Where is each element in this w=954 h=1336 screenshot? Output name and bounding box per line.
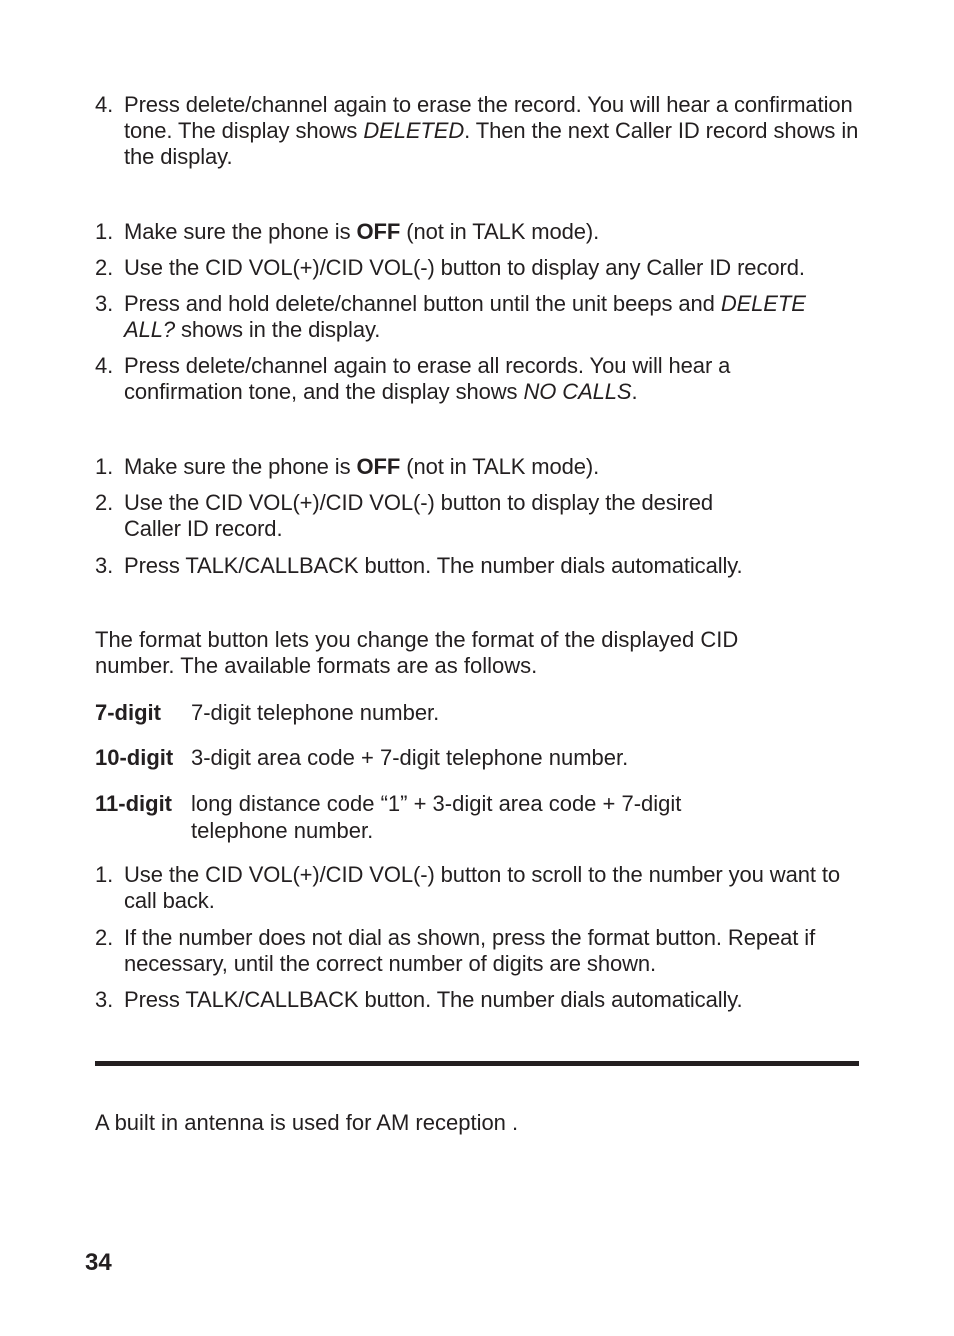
format-term: 7-digit <box>95 700 161 725</box>
step-text <box>124 92 859 170</box>
step-number: 1. <box>95 454 114 479</box>
display-message: DELETED <box>363 118 465 143</box>
bold-term: OFF <box>356 219 401 244</box>
step-text-part: Press and hold delete/channel button until the unit beeps and <box>124 291 721 316</box>
antenna-note: A built in antenna is used for AM reception . <box>95 1110 519 1135</box>
dial-step-1 <box>95 454 865 480</box>
format-row-10-digit <box>95 744 865 771</box>
section-divider <box>95 1061 859 1066</box>
format-term: 10-digit <box>95 745 174 770</box>
format-intro: The format button lets you change the format of the displayed CID number. The available formats are as follows. <box>95 627 739 678</box>
step-text <box>124 454 865 480</box>
format-step-1 <box>95 862 865 914</box>
step-number: 3. <box>95 553 114 578</box>
step-text-part: Press delete/channel again to erase the record. You will hear a confirmation tone. The display shows <box>124 92 853 143</box>
step-number: 4. <box>95 92 114 117</box>
format-term: 11-digit <box>95 791 173 816</box>
page-number: 34 <box>85 1249 112 1276</box>
step-number: 3. <box>95 291 114 316</box>
step-text: Use the CID VOL(+)/CID VOL(-) button to scroll to the number you want to call back. <box>124 862 841 913</box>
step-text-part: . <box>631 379 638 404</box>
step-text: If the number does not dial as shown, press the format button. Repeat if necessary, until the correct number of digits are shown. <box>124 925 816 976</box>
format-step-2 <box>95 925 865 977</box>
step-number: 4. <box>95 353 114 378</box>
erase-all-step-2 <box>95 255 865 281</box>
step-number: 2. <box>95 490 114 515</box>
step-number: 1. <box>95 219 114 244</box>
step-text: Use the CID VOL(+)/CID VOL(-) button to display the desired Caller ID record. <box>124 490 713 541</box>
format-row-7-digit <box>95 699 865 726</box>
display-message: DELETE ALL? <box>124 291 806 342</box>
step-text-part: (not in TALK mode). <box>400 454 600 479</box>
step-number: 2. <box>95 255 114 280</box>
format-description: 3-digit area code + 7-digit telephone number. <box>191 745 629 770</box>
format-description: 7-digit telephone number. <box>191 700 440 725</box>
dial-step-3 <box>95 553 865 579</box>
step-text-part: . Then the next Caller ID record shows in the display. <box>124 118 859 169</box>
erase-all-step-4 <box>95 353 865 405</box>
step-text-part: Make sure the phone is <box>124 454 357 479</box>
step-number: 2. <box>95 925 114 950</box>
format-row-11-digit <box>95 790 865 844</box>
display-message: NO CALLS <box>523 379 632 404</box>
step-text <box>124 353 784 405</box>
step-text: Press TALK/CALLBACK button. The number dials automatically. <box>124 553 743 578</box>
step-text: Use the CID VOL(+)/CID VOL(-) button to display any Caller ID record. <box>124 255 805 280</box>
format-step-3 <box>95 987 865 1013</box>
erase-all-step-1 <box>95 219 865 245</box>
step-text-part: shows in the display. <box>174 317 381 342</box>
erase-record-step-4 <box>95 92 865 170</box>
step-text-part: (not in TALK mode). <box>400 219 600 244</box>
dial-step-2 <box>95 490 865 542</box>
erase-all-step-3 <box>95 291 865 343</box>
step-text-part: Press delete/channel again to erase all records. You will hear a confirmation tone, and the display shows <box>124 353 731 404</box>
step-text <box>124 291 859 343</box>
step-text <box>124 219 865 245</box>
step-number: 3. <box>95 987 114 1012</box>
step-number: 1. <box>95 862 114 887</box>
bold-term: OFF <box>356 454 401 479</box>
step-text: Press TALK/CALLBACK button. The number dials automatically. <box>124 987 743 1012</box>
step-text-part: Make sure the phone is <box>124 219 357 244</box>
format-description: long distance code “1” + 3-digit area code + 7-digit telephone number. <box>191 791 682 843</box>
